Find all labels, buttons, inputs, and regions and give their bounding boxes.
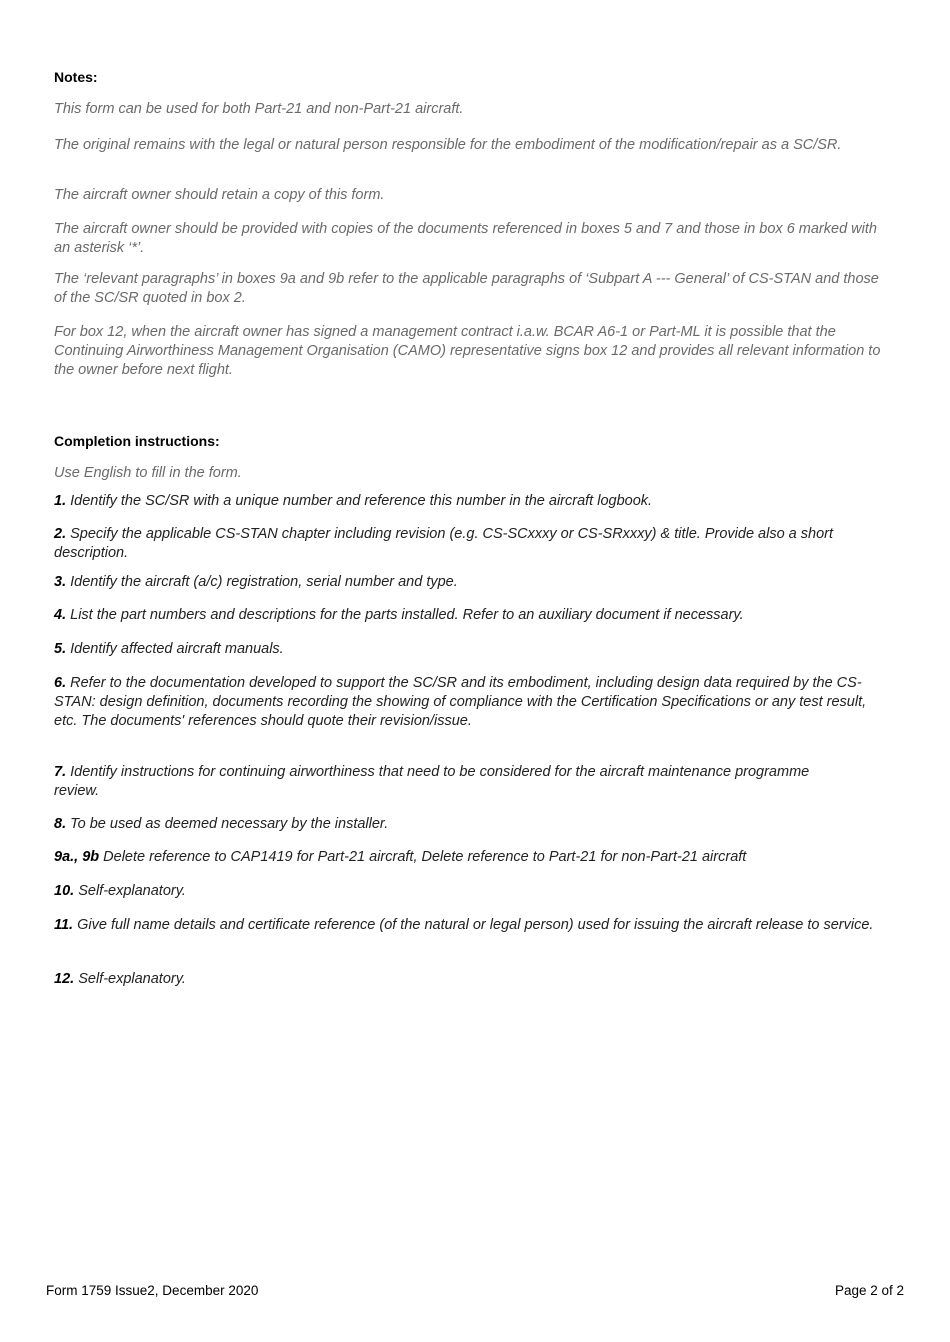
instruction-item — [54, 573, 904, 592]
instruction-text: Specify the applicable CS-STAN chapter including revision (e.g. CS-SCxxxy or CS-SRxxxy) & title. Provide also a short description. — [54, 526, 834, 561]
instruction-text: Self-explanatory. — [78, 883, 186, 899]
instruction-number: 4. — [54, 607, 67, 623]
instruction-number: 3. — [54, 574, 67, 590]
instruction-item — [54, 674, 874, 731]
instruction-text: Delete reference to CAP1419 for Part-21 aircraft, Delete reference to Part-21 for non-Part-21 aircraft — [103, 849, 747, 865]
footer-form-reference: Form 1759 Issue2, December 2020 — [46, 1283, 259, 1298]
instruction-number: 7. — [54, 764, 67, 780]
instruction-item — [54, 882, 904, 901]
instruction-text: Give full name details and certificate reference (of the natural or legal person) used for issuing the aircraft release to service. — [77, 917, 874, 933]
instruction-text: Identify the SC/SR with a unique number and reference this number in the aircraft logbook. — [70, 493, 653, 509]
instruction-item — [54, 492, 904, 511]
instruction-number: 8. — [54, 816, 67, 832]
instruction-text: List the part numbers and descriptions for the parts installed. Refer to an auxiliary document if necessary. — [70, 607, 744, 623]
instruction-number: 6. — [54, 675, 67, 691]
instruction-number: 11. — [54, 917, 74, 933]
completion-intro: Use English to fill in the form. — [54, 465, 242, 481]
instruction-number: 9a., 9b — [54, 849, 100, 865]
instruction-item — [54, 815, 904, 834]
completion-heading: Completion instructions: — [54, 433, 220, 449]
instruction-number: 12. — [54, 971, 75, 987]
instruction-item — [54, 848, 904, 867]
instruction-item — [54, 763, 834, 801]
instruction-number: 10. — [54, 883, 75, 899]
instruction-text: To be used as deemed necessary by the installer. — [70, 816, 389, 832]
instruction-number: 1. — [54, 493, 67, 509]
note-item: The ‘relevant paragraphs’ in boxes 9a and 9b refer to the applicable paragraphs of ‘Subpart A --- General’ of CS-STAN and those of the SC/SR quoted in box 2. — [54, 271, 879, 306]
note-item: The aircraft owner should be provided with copies of the documents referenced in boxes 5 and 7 and those in box 6 marked with an asterisk ‘*’. — [54, 221, 877, 256]
footer-page-number: Page 2 of 2 — [834, 1283, 904, 1298]
instruction-number: 5. — [54, 641, 67, 657]
instruction-text: Identify the aircraft (a/c) registration, serial number and type. — [70, 574, 458, 590]
note-item: The aircraft owner should retain a copy of this form. — [54, 187, 385, 203]
instruction-text: Self-explanatory. — [78, 971, 186, 987]
instruction-item — [54, 640, 904, 659]
instruction-item — [54, 970, 904, 989]
note-item: This form can be used for both Part-21 and non-Part-21 aircraft. — [54, 101, 464, 117]
note-item: For box 12, when the aircraft owner has signed a management contract i.a.w. BCAR A6-1 or Part-ML it is possible that the Continuing Airworthiness Management Organisation (CAMO) representative signs box 12 and provides all relevant information to the owner before next flight. — [54, 324, 881, 378]
instruction-item — [54, 606, 904, 625]
note-item: The original remains with the legal or natural person responsible for the embodiment of the modification/repair as a SC/SR. — [54, 137, 842, 153]
instruction-text: Refer to the documentation developed to support the SC/SR and its embodiment, including design data required by the CS-STAN: design definition, documents recording the showing of compliance with the Certification Specifications or any test result, etc. The documents' references should quote their revision/issue. — [54, 675, 867, 729]
instruction-item — [54, 525, 904, 563]
instruction-item — [54, 916, 894, 935]
instruction-number: 2. — [54, 526, 67, 542]
instruction-text: Identify affected aircraft manuals. — [70, 641, 284, 657]
instruction-text: Identify instructions for continuing airworthiness that need to be considered for the aircraft maintenance programme review. — [54, 764, 810, 799]
notes-heading: Notes: — [54, 69, 98, 85]
